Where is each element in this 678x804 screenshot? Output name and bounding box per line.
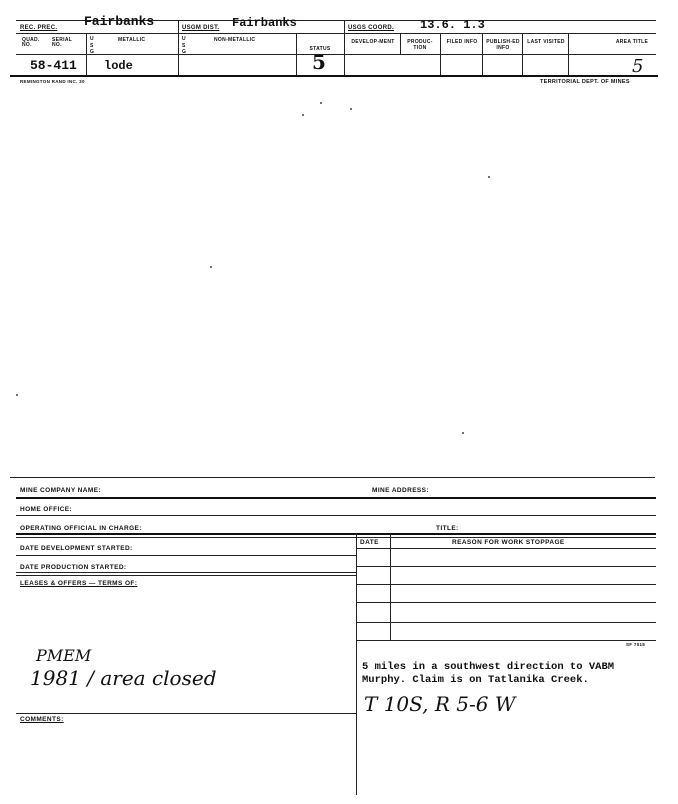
printer-note: REMINGTON RAND INC. 30: [20, 79, 85, 84]
usg-letters-nonmetallic: U S G: [182, 36, 187, 55]
serial-label: SERIAL NO.: [52, 37, 73, 48]
metallic-value: lode: [104, 59, 133, 73]
scan-speck: [462, 432, 464, 434]
quad-serial-value: 58-411: [30, 58, 77, 73]
usgs-coord-label: USGS COORD.: [348, 25, 394, 31]
scan-speck: [320, 102, 322, 104]
mine-company-label: MINE COMPANY NAME:: [20, 487, 101, 494]
location-note-line1: 5 miles in a southwest direction to VABM: [362, 661, 615, 673]
scan-speck: [350, 108, 352, 110]
filed-info-label: FILED INFO: [446, 39, 478, 45]
mine-address-label: MINE ADDRESS:: [372, 487, 429, 494]
quad-label: QUAD. NO.: [22, 37, 40, 48]
scan-speck: [302, 114, 304, 116]
usgm-dist-value: Fairbanks: [232, 16, 297, 30]
non-metallic-label: NON-METALLIC: [214, 37, 256, 43]
location-note-line2: Murphy. Claim is on Tatlanika Creek.: [362, 674, 589, 686]
last-visited-value: 5: [632, 56, 644, 77]
metallic-label: METALLIC: [118, 37, 146, 43]
scan-speck: [488, 176, 490, 178]
leases-offers-label: LEASES & OFFERS — TERMS OF:: [20, 580, 138, 587]
published-info-label: PUBLISH-ED INFO: [486, 39, 520, 51]
usgm-dist-label: USGM DIST.: [182, 25, 220, 31]
usg-letters-metallic: U S G: [90, 36, 95, 55]
operating-official-label: OPERATING OFFICIAL IN CHARGE:: [20, 525, 142, 532]
last-visited-label: LAST VISITED: [527, 39, 565, 45]
rec-prec-label: REC. PREC.: [20, 25, 58, 31]
title-label: TITLE:: [436, 525, 459, 532]
development-label: DEVELOP-MENT: [351, 39, 395, 45]
production-label: PRODUC-TION: [407, 39, 433, 51]
comments-label: COMMENTS:: [20, 716, 64, 723]
date-column-label: DATE: [360, 539, 379, 546]
scan-speck: [210, 266, 212, 268]
form-code: SF 7015: [626, 642, 646, 647]
home-office-label: HOME OFFICE:: [20, 506, 73, 513]
reason-stoppage-label: REASON FOR WORK STOPPAGE: [452, 539, 565, 546]
rec-prec-value: Fairbanks: [84, 14, 155, 29]
usgs-coord-value: 13.6. 1.3: [420, 18, 485, 32]
date-production-label: DATE PRODUCTION STARTED:: [20, 564, 127, 571]
agency-note: TERRITORIAL DEPT. OF MINES: [540, 79, 630, 85]
township-range-note: T 10S, R 5-6 W: [364, 692, 516, 716]
status-label: STATUS: [309, 46, 331, 52]
handwritten-pmem: PMEM: [36, 646, 92, 665]
area-title-label: AREA TITLE: [615, 39, 649, 45]
status-value: 5: [312, 50, 326, 74]
handwritten-area-closed: 1981 / area closed: [30, 666, 217, 690]
date-development-label: DATE DEVELOPMENT STARTED:: [20, 545, 133, 552]
scan-speck: [16, 394, 18, 396]
